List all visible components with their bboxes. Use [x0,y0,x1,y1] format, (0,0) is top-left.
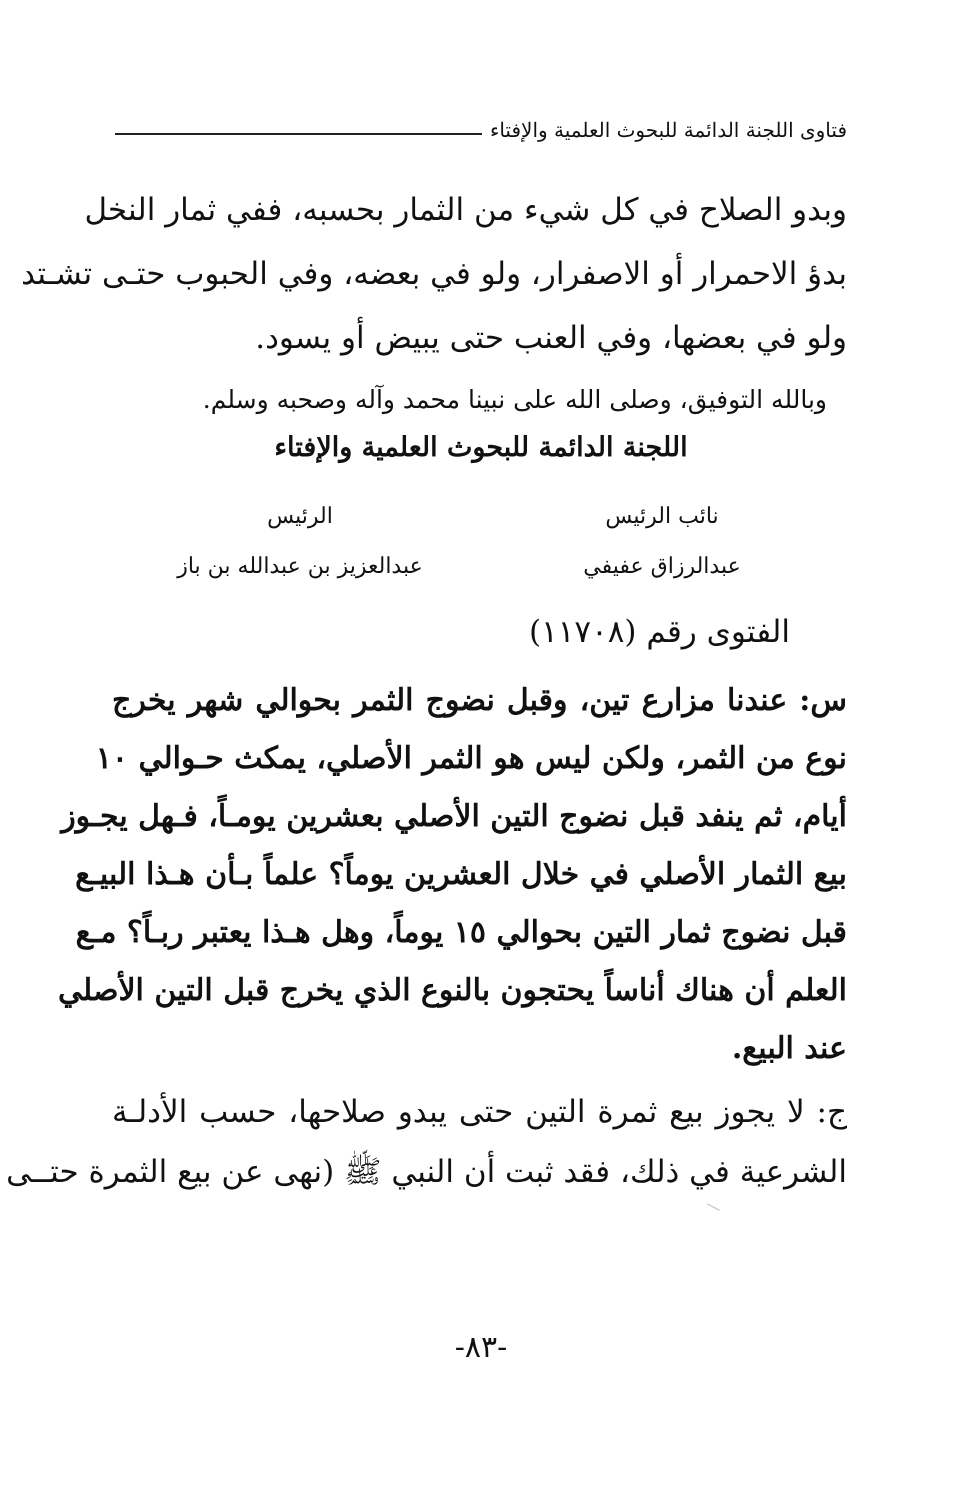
committee-title: اللجنة الدائمة للبحوث العلمية والإفتاء [274,432,688,463]
page-number: -٨٣- [454,1330,508,1365]
question-line: العلم أن هناك أناساً يحتجون بالنوع الذي يخرج قبل التين الأصلي [58,973,847,1008]
question-line: نوع من الثمر، ولكن ليس هو الثمر الأصلي، يمكث حـوالي ١٠ [95,741,847,776]
question-line: قبل نضوج ثمار التين بحوالي ١٥ يوماً، وهل هـذا يعتبر ربـاً؟ مـع [75,915,847,950]
question-paragraph [58,672,847,1078]
scan-mark [702,1203,720,1219]
deputy-signature [562,492,762,592]
fatwa-number: الفتوى رقم (١١٧٠٨) [529,614,790,650]
answer-line: الشرعية في ذلك، فقد ثبت أن النبي ﷺ (نهى عن بيع الثمرة حتــى [6,1154,847,1190]
question-line: بيع الثمار الأصلي في خلال العشرين يوماً؟ علماً بـأن هـذا البيـع [75,857,847,892]
answer-line: ج: لا يجوز بيع ثمرة التين حتى يبدو صلاحها، حسب الأدلـة [112,1094,847,1130]
header-rule [115,133,482,135]
question-line: عند البيع. [731,1031,847,1066]
chair-title: الرئيس [267,504,333,529]
intro-line: وبدو الصلاح في كل شيء من الثمار بحسبه، ففي ثمار النخل [84,192,847,228]
intro-line: بدؤ الاحمرار أو الاصفرار، ولو في بعضه، وفي الحبوب حتـى تشـتد [21,256,847,292]
question-line: أيام، ثم ينفد قبل نضوج التين الأصلي بعشرين يومـاً، فـهل يجـوز [61,799,847,834]
deputy-name: عبدالرزاق عفيفي [583,554,741,579]
question-line: س: عندنا مزارع تين، وقبل نضوج الثمر بحوالي شهر يخرج [112,683,847,718]
closing-text: وبالله التوفيق، وصلى الله على نبينا محمد وآله وصحبه وسلم. [202,385,827,414]
running-header [115,112,847,148]
intro-line: ولو في بعضها، وفي العنب حتى يبيض أو يسود. [255,320,847,356]
chair-signature [160,492,440,592]
header-title: فتاوى اللجنة الدائمة للبحوث العلمية والإفتاء [489,118,847,142]
deputy-title: نائب الرئيس [605,504,719,529]
answer-paragraph [6,1082,847,1202]
intro-paragraph [21,178,847,370]
chair-name: عبدالعزيز بن عبدالله بن باز [177,554,423,579]
